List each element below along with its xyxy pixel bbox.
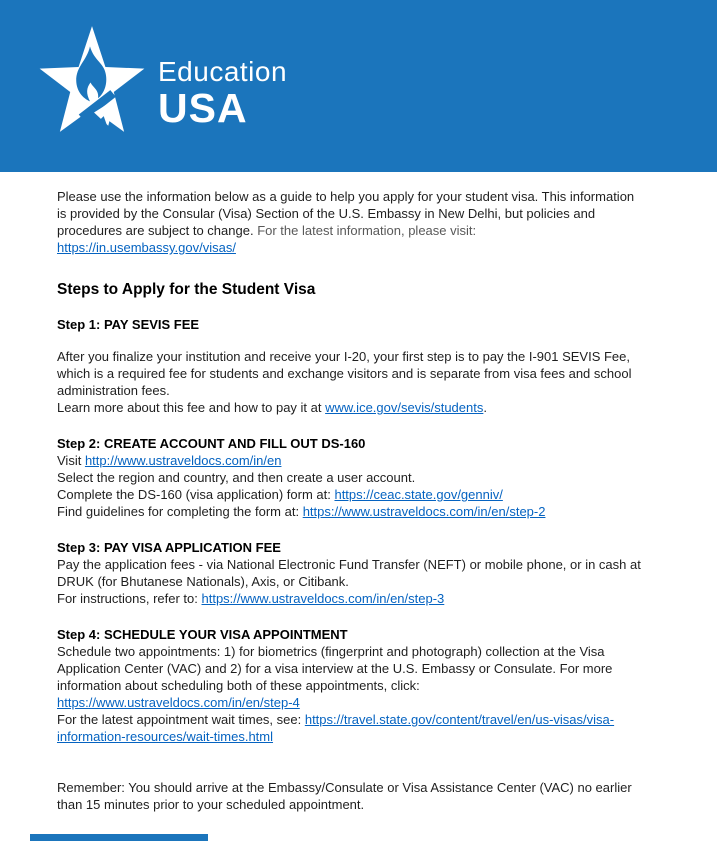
wait-times-link[interactable]: https://travel.state.gov/content/travel/en/us-visas/visa-information-resources/wait-times.html: [57, 712, 615, 744]
embassy-visas-link[interactable]: https://in.usembassy.gov/visas/: [57, 240, 236, 255]
step4-wait-line: For the latest appointment wait times, see: https://travel.state.gov/content/travel/en/us-visas/visa-information-resources/wait-times.html: [57, 712, 615, 744]
footer-accent-bar: [30, 834, 208, 841]
logo-usa-text: USA: [158, 85, 248, 131]
step4-schedule-line: [57, 694, 641, 711]
step2-select-line: Select the region and country, and then create a user account.: [57, 470, 416, 485]
intro-paragraph: [57, 188, 641, 256]
step3-instructions-link[interactable]: https://www.ustraveldocs.com/in/en/step-3: [201, 591, 445, 606]
educationusa-logo: [36, 22, 287, 142]
step4-schedule-link[interactable]: https://www.ustraveldocs.com/in/en/step-4: [57, 695, 300, 710]
step1-heading: Step 1: PAY SEVIS FEE: [57, 317, 200, 332]
intro-note-gray: For the latest information, please visit:: [253, 223, 477, 238]
step2-heading: Step 2: CREATE ACCOUNT AND FILL OUT DS-160: [57, 436, 366, 451]
star-flame-icon: [36, 22, 148, 142]
step4-body: Schedule two appointments: 1) for biometrics (fingerprint and photograph) collection at the Visa Application Center (VAC) and 2) for a visa interview at the U.S. Embassy or Consulate. For more information about scheduling both of these appointments, click:: [57, 644, 613, 693]
page-title: Steps to Apply for the Student Visa: [57, 281, 316, 298]
intro-text: Please use the information below as a guide to help you apply for your student visa. This information is provided by the Consular (Visa) Section of the U.S. Embassy in New Delhi, but policies and procedures are subject to change.: [57, 189, 635, 238]
step3-body: Pay the application fees - via National Electronic Fund Transfer (NEFT) or mobile phone, or in cash at DRUK (for Bhutanese Nationals), Axis, or Citibank.: [57, 557, 641, 589]
step2-visit-line: Visit http://www.ustraveldocs.com/in/en: [57, 453, 282, 468]
ustraveldocs-link[interactable]: http://www.ustraveldocs.com/in/en: [84, 453, 282, 468]
logo-education-text: Education: [158, 56, 288, 87]
step1-learn-more: Learn more about this fee and how to pay it at www.ice.gov/sevis/students.: [57, 400, 487, 415]
logo-wordmark: [158, 58, 287, 129]
reminder-paragraph: Remember: You should arrive at the Embassy/Consulate or Visa Assistance Center (VAC) no earlier than 15 minutes prior to your scheduled appointment.: [57, 780, 632, 812]
step3-heading: Step 3: PAY VISA APPLICATION FEE: [57, 540, 281, 555]
header-banner: [0, 0, 717, 172]
step2-guidelines-line: Find guidelines for completing the form at: https://www.ustraveldocs.com/in/en/step-2: [57, 504, 546, 519]
step2-guidelines-link[interactable]: https://www.ustraveldocs.com/in/en/step-2: [302, 504, 546, 519]
step2-complete-line: Complete the DS-160 (visa application) form at: https://ceac.state.gov/genniv/: [57, 487, 503, 502]
step3-instructions-line: For instructions, refer to: https://www.ustraveldocs.com/in/en/step-3: [57, 591, 445, 606]
ceac-genniv-link[interactable]: https://ceac.state.gov/genniv/: [334, 487, 503, 502]
step1-body: After you finalize your institution and receive your I-20, your first step is to pay the I-901 SEVIS Fee, which is a required fee for students and exchange visitors and is separate from visa fees and school administration fees.: [57, 349, 632, 398]
sevis-fee-link[interactable]: www.ice.gov/sevis/students: [325, 400, 484, 415]
document-content: [57, 188, 641, 813]
step4-heading: Step 4: SCHEDULE YOUR VISA APPOINTMENT: [57, 627, 348, 642]
